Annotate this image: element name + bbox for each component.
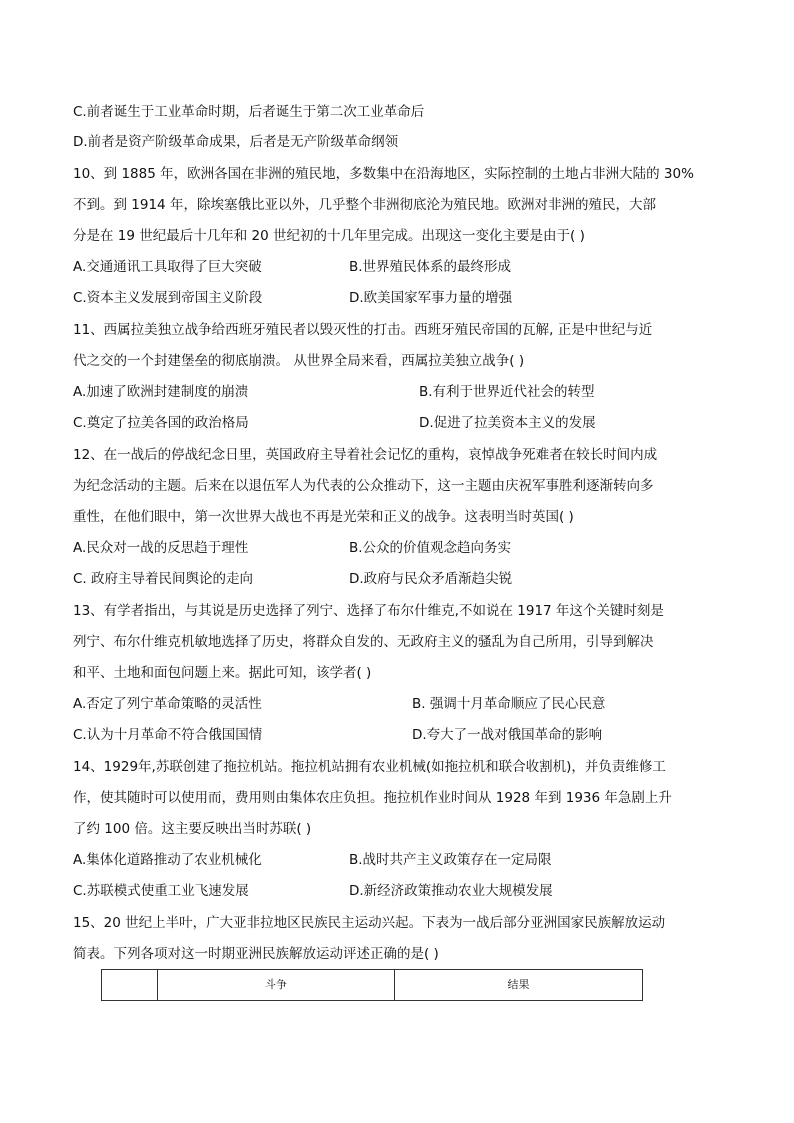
table-header-struggle: 斗争: [158, 970, 395, 1000]
q12-option-c: C. 政府主导着民间舆论的走向: [73, 571, 254, 587]
q13-option-a: A.否定了列宁革命策略的灵活性: [73, 696, 262, 712]
q10-text-line-2: 不到。到 1914 年，除埃塞俄比亚以外，几乎整个非洲彻底沦为殖民地。欧洲对非洲的殖民，大部: [73, 197, 656, 213]
q13-options-row-1: [73, 695, 713, 713]
q11-options-row-1: [73, 383, 713, 401]
q10-text-line-3: 分是在 19 世纪最后十几年和 20 世纪初的十几年里完成。出现这一变化主要是由于( ): [73, 228, 585, 244]
table-header-blank: [102, 970, 158, 1000]
q14-options-row-2: [73, 882, 713, 900]
q10-option-d: D.欧美国家军事力量的增强: [349, 290, 513, 306]
q14-text-line-2: 作，使其随时可以使用而，费用则由集体农庄负担。拖拉机作业时间从 1928 年到 1936 年急剧上升: [73, 790, 672, 806]
prev-option-c: C.前者诞生于工业革命时期，后者诞生于第二次工业革命后: [73, 104, 425, 120]
q15-text-line-1: 15、20 世纪上半叶，广大亚非拉地区民族民主运动兴起。下表为一战后部分亚洲国家民族解放运动: [73, 915, 666, 931]
q11-text-line-1: 11、西属拉美独立战争给西班牙殖民者以毁灭性的打击。西班牙殖民帝国的瓦解, 正是中世纪与近: [73, 322, 653, 338]
q14-options-row-1: [73, 851, 713, 869]
q10-option-a: A.交通通讯工具取得了巨大突破: [73, 259, 262, 275]
q12-option-a: A.民众对一战的反思趋于理性: [73, 540, 249, 556]
q10-options-row-2: [73, 289, 713, 307]
q11-option-b: B.有利于世界近代社会的转型: [419, 384, 595, 400]
q11-option-d: D.促进了拉美资本主义的发展: [419, 415, 596, 431]
q12-text-line-1: 12、在一战后的停战纪念日里，英国政府主导着社会记忆的重构，哀悼战争死难者在较长时间内成: [73, 447, 658, 463]
q13-text-line-2: 列宁、布尔什维克机敏地选择了历史，将群众自发的、无政府主义的骚乱为自己所用，引导到解决: [73, 634, 654, 650]
q13-text-line-1: 13、有学者指出，与其说是历史选择了列宁、选择了布尔什维克,不如说在 1917 年这个关键时刻是: [73, 603, 664, 619]
q13-text-line-3: 和平、土地和面包问题上来。据此可知，该学者( ): [73, 665, 372, 681]
q10-option-c: C.资本主义发展到帝国主义阶段: [73, 290, 263, 306]
q12-option-b: B.公众的价值观念趋向务实: [349, 540, 512, 556]
q15-table-header: [101, 969, 643, 1001]
q14-option-d: D.新经济政策推动农业大规模发展: [349, 883, 553, 899]
q10-text-line-1: 10、到 1885 年，欧洲各国在非洲的殖民地，多数集中在沿海地区，实际控制的土地占非洲大陆的 30%: [73, 166, 694, 182]
q12-options-row-2: [73, 570, 713, 588]
q14-option-c: C.苏联模式使重工业飞速发展: [73, 883, 249, 899]
q11-option-a: A.加速了欧洲封建制度的崩溃: [73, 384, 249, 400]
q10-options-row-1: [73, 258, 713, 276]
q10-option-b: B.世界殖民体系的最终形成: [349, 259, 512, 275]
prev-option-d: D.前者是资产阶级革命成果，后者是无产阶级革命纲领: [73, 134, 399, 150]
q14-text-line-3: 了约 100 倍。这主要反映出当时苏联( ): [73, 821, 312, 837]
q13-option-d: D.夸大了一战对俄国革命的影响: [412, 727, 603, 743]
q12-option-d: D.政府与民众矛盾渐趋尖锐: [349, 571, 513, 587]
q12-options-row-1: [73, 539, 713, 557]
table-header-result: 结果: [507, 978, 530, 991]
q13-option-c: C.认为十月革命不符合俄国国情: [73, 727, 263, 743]
q14-option-b: B.战时共产主义政策存在一定局限: [349, 852, 552, 868]
q15-text-line-2: 简表。下列各项对这一时期亚洲民族解放运动评述正确的是( ): [73, 946, 439, 962]
q13-option-b: B. 强调十月革命顺应了民心民意: [412, 696, 606, 712]
q11-options-row-2: [73, 414, 713, 432]
q14-option-a: A.集体化道路推动了农业机械化: [73, 852, 262, 868]
q11-option-c: C.奠定了拉美各国的政治格局: [73, 415, 249, 431]
q12-text-line-3: 重性，在他们眼中，第一次世界大战也不再是光荣和正义的战争。这表明当时英国( ): [73, 509, 574, 525]
q11-text-line-2: 代之交的一个封建堡垒的彻底崩溃。 从世界全局来看，西属拉美独立战争( ): [73, 353, 525, 369]
q12-text-line-2: 为纪念活动的主题。后来在以退伍军人为代表的公众推动下，这一主题由庆祝军事胜利逐渐转向多: [73, 478, 654, 494]
q13-options-row-2: [73, 726, 713, 744]
q14-text-line-1: 14、1929年,苏联创建了拖拉机站。拖拉机站拥有农业机械(如拖拉机和联合收割机)，并负责维修工: [73, 759, 666, 775]
